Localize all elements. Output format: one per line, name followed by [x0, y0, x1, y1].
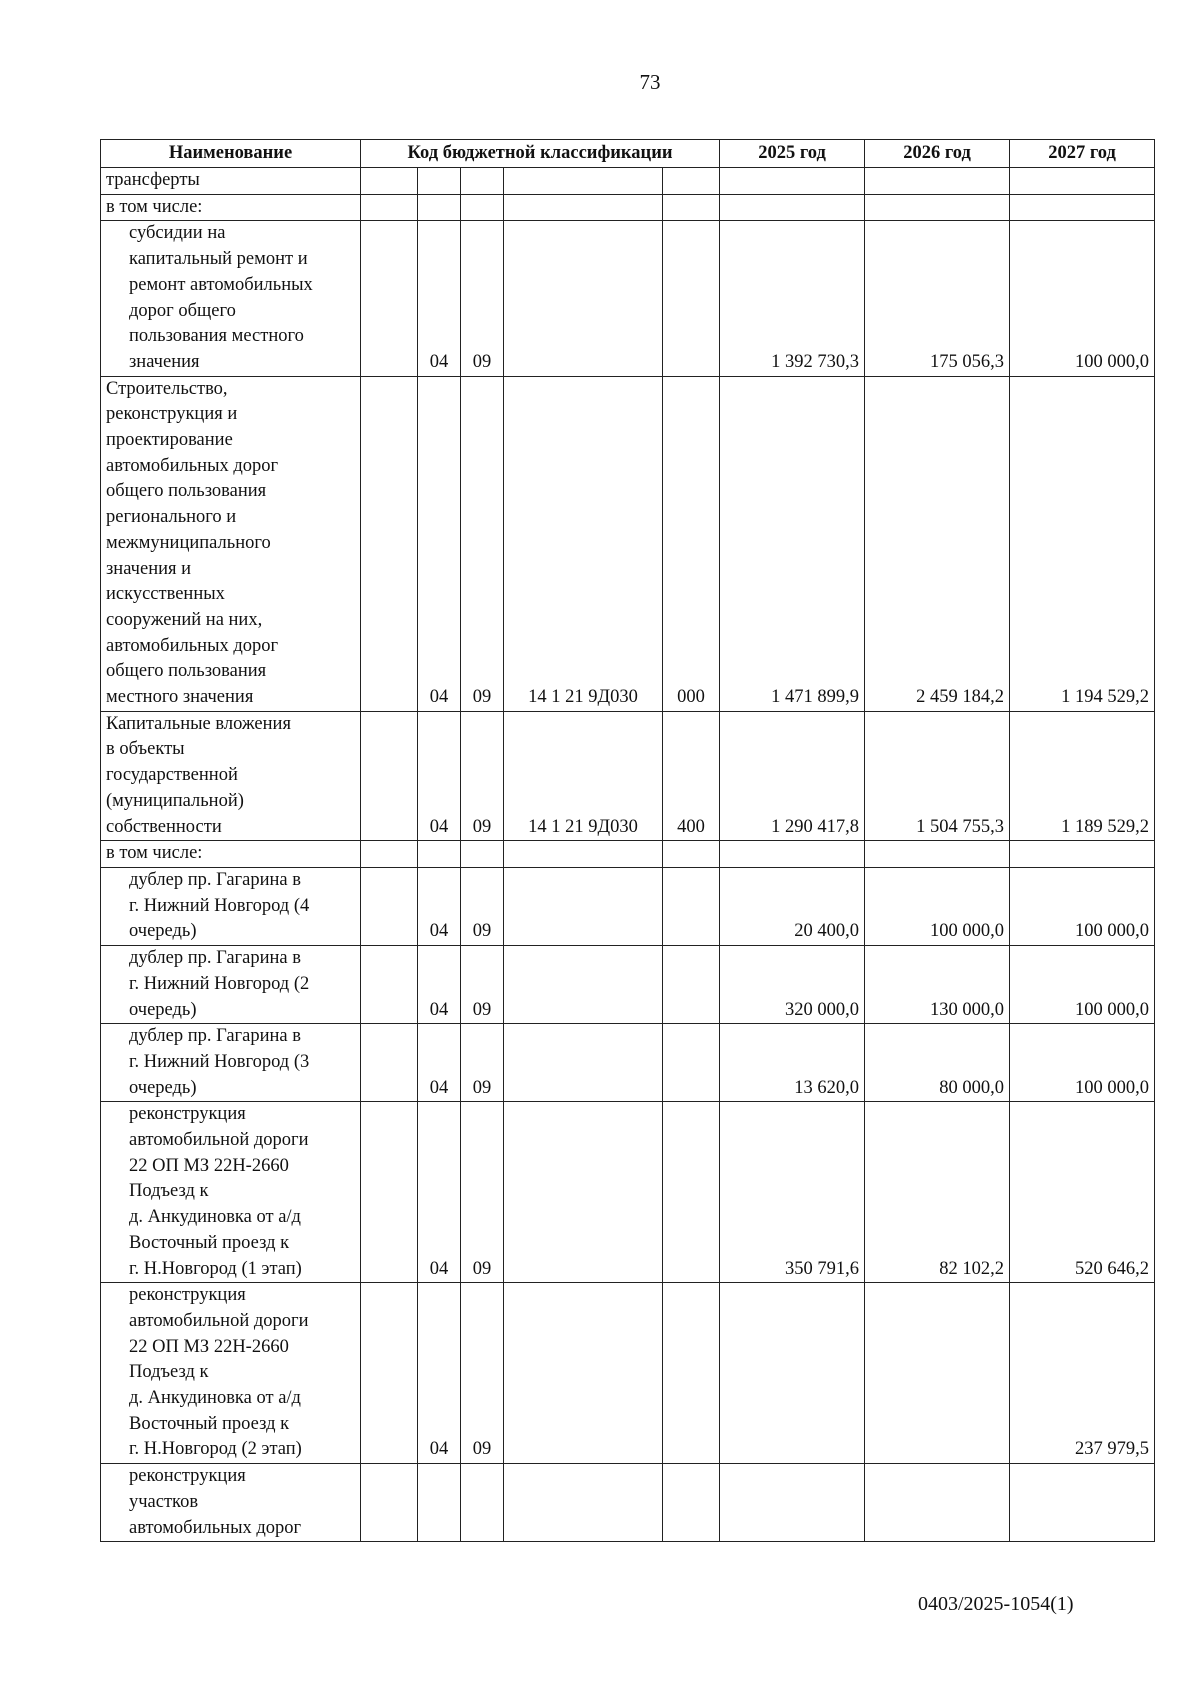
amount-2027: 100 000,0: [1010, 1024, 1155, 1102]
section-code: 04: [418, 1283, 461, 1464]
code-blank-cell: [361, 194, 418, 221]
row-name-line: реконструкция: [129, 1466, 246, 1487]
amount-2027: 100 000,0: [1010, 867, 1155, 945]
row-name-line: в объекты: [106, 739, 185, 760]
row-name-line: капитальный ремонт и: [129, 249, 308, 270]
target-article-code: [504, 1283, 663, 1464]
row-name-line: трансферты: [106, 170, 200, 190]
amount-2027: 1 194 529,2: [1010, 376, 1155, 711]
row-name-line: очередь): [129, 921, 197, 942]
row-name-line: в том числе:: [106, 843, 203, 864]
amount-2026: 1 504 755,3: [865, 711, 1010, 841]
code-blank-cell: [361, 946, 418, 1024]
subsection-code: 09: [461, 221, 504, 376]
subsection-code: 09: [461, 376, 504, 711]
expense-type-code: [663, 194, 720, 221]
row-name-line: общего пользования: [106, 661, 267, 682]
row-name-line: г. Н.Новгород (1 этап): [129, 1258, 302, 1279]
row-name: [101, 867, 361, 945]
amount-2026: 100 000,0: [865, 867, 1010, 945]
target-article-code: [504, 221, 663, 376]
amount-2026: [865, 1283, 1010, 1464]
subsection-code: 09: [461, 711, 504, 841]
target-article-code: [504, 194, 663, 221]
amount-2025: 1 471 899,9: [720, 376, 865, 711]
table-row: [101, 946, 1155, 1024]
row-name-line: дорог общего: [129, 300, 236, 321]
table-row: [101, 194, 1155, 221]
budget-table: [100, 139, 1155, 1542]
code-blank-cell: [361, 711, 418, 841]
row-name-line: реконструкция: [129, 1104, 246, 1125]
row-name-line: автомобильных дорог: [129, 1517, 302, 1538]
amount-2027: 100 000,0: [1010, 221, 1155, 376]
table-header-row: [101, 140, 1155, 168]
code-blank-cell: [361, 376, 418, 711]
amount-2027: [1010, 168, 1155, 195]
row-name-line: дублер пр. Гагарина в: [129, 869, 301, 890]
amount-2026: [865, 194, 1010, 221]
subsection-code: [461, 1464, 504, 1542]
code-blank-cell: [361, 221, 418, 376]
row-name-line: Строительство,: [106, 378, 228, 399]
row-name-line: г. Нижний Новгород (4: [129, 895, 310, 916]
row-name-line: регионального и: [106, 507, 237, 528]
target-article-code: [504, 841, 663, 868]
row-name-line: Восточный проезд к: [129, 1413, 290, 1434]
code-blank-cell: [361, 1024, 418, 1102]
amount-2025: [720, 1283, 865, 1464]
row-name: [101, 1283, 361, 1464]
row-name-line: значения: [129, 351, 200, 372]
header-name: Наименование: [101, 140, 361, 168]
table-row: [101, 1464, 1155, 1542]
code-blank-cell: [361, 1102, 418, 1283]
expense-type-code: [663, 946, 720, 1024]
expense-type-code: [663, 1464, 720, 1542]
subsection-code: [461, 194, 504, 221]
target-article-code: [504, 867, 663, 945]
amount-2026: 80 000,0: [865, 1024, 1010, 1102]
row-name-line: субсидии на: [129, 223, 226, 244]
code-blank-cell: [361, 867, 418, 945]
row-name-line: дублер пр. Гагарина в: [129, 1026, 301, 1047]
table-body: [101, 168, 1155, 1542]
amount-2027: [1010, 194, 1155, 221]
row-name-line: автомобильных дорог: [106, 455, 279, 476]
row-name: [101, 1464, 361, 1542]
amount-2025: [720, 841, 865, 868]
table-row: [101, 1024, 1155, 1102]
amount-2025: 1 392 730,3: [720, 221, 865, 376]
table-row: [101, 841, 1155, 868]
expense-type-code: 000: [663, 376, 720, 711]
amount-2026: [865, 1464, 1010, 1542]
table-row: [101, 1102, 1155, 1283]
expense-type-code: [663, 1102, 720, 1283]
row-name: [101, 376, 361, 711]
row-name-line: автомобильной дороги: [129, 1310, 309, 1331]
row-name: [101, 841, 361, 868]
row-name-line: значения и: [106, 558, 192, 579]
amount-2025: 13 620,0: [720, 1024, 865, 1102]
header-2027: 2027 год: [1010, 140, 1155, 168]
row-name-line: д. Анкудиновка от а/д: [129, 1388, 301, 1409]
section-code: 04: [418, 946, 461, 1024]
section-code: [418, 1464, 461, 1542]
target-article-code: [504, 1102, 663, 1283]
subsection-code: [461, 168, 504, 195]
row-name: [101, 221, 361, 376]
section-code: 04: [418, 867, 461, 945]
row-name-line: искусственных: [106, 584, 225, 605]
section-code: 04: [418, 1024, 461, 1102]
table-row: [101, 1283, 1155, 1464]
row-name-line: в том числе:: [106, 196, 203, 217]
code-blank-cell: [361, 1283, 418, 1464]
amount-2027: [1010, 1464, 1155, 1542]
row-name-line: проектирование: [106, 430, 233, 451]
row-name: [101, 1024, 361, 1102]
amount-2025: 1 290 417,8: [720, 711, 865, 841]
row-name-line: очередь): [129, 999, 197, 1020]
amount-2026: [865, 841, 1010, 868]
row-name-line: местного значения: [106, 687, 254, 708]
code-blank-cell: [361, 1464, 418, 1542]
header-2025: 2025 год: [720, 140, 865, 168]
amount-2026: 82 102,2: [865, 1102, 1010, 1283]
expense-type-code: [663, 841, 720, 868]
row-name-line: общего пользования: [106, 481, 267, 502]
row-name: [101, 194, 361, 221]
section-code: [418, 168, 461, 195]
row-name: [101, 168, 361, 195]
subsection-code: 09: [461, 1024, 504, 1102]
target-article-code: [504, 1464, 663, 1542]
row-name-line: участков: [129, 1491, 199, 1512]
section-code: 04: [418, 376, 461, 711]
subsection-code: 09: [461, 1102, 504, 1283]
row-name-line: сооружений на них,: [106, 609, 263, 630]
amount-2027: 520 646,2: [1010, 1102, 1155, 1283]
subsection-code: 09: [461, 867, 504, 945]
row-name-line: собственности: [106, 816, 222, 837]
row-name-line: реконструкция: [129, 1285, 246, 1306]
header-2026: 2026 год: [865, 140, 1010, 168]
code-blank-cell: [361, 841, 418, 868]
subsection-code: [461, 841, 504, 868]
row-name-line: дублер пр. Гагарина в: [129, 948, 301, 969]
section-code: 04: [418, 1102, 461, 1283]
row-name: [101, 711, 361, 841]
table-row: [101, 376, 1155, 711]
table-row: [101, 711, 1155, 841]
amount-2026: 130 000,0: [865, 946, 1010, 1024]
section-code: [418, 194, 461, 221]
row-name-line: Капитальные вложения: [106, 713, 291, 734]
row-name-line: г. Н.Новгород (2 этап): [129, 1439, 302, 1460]
row-name-line: ремонт автомобильных: [129, 274, 313, 295]
expense-type-code: 400: [663, 711, 720, 841]
target-article-code: 14 1 21 9Д030: [504, 376, 663, 711]
row-name-line: очередь): [129, 1077, 197, 1098]
expense-type-code: [663, 867, 720, 945]
amount-2027: [1010, 841, 1155, 868]
header-budget-code: Код бюджетной классификации: [361, 140, 720, 168]
row-name-line: 22 ОП МЗ 22Н-2660: [129, 1155, 289, 1176]
amount-2025: [720, 194, 865, 221]
row-name-line: пользования местного: [129, 326, 304, 347]
table-row: [101, 221, 1155, 376]
section-code: 04: [418, 711, 461, 841]
amount-2025: 350 791,6: [720, 1102, 865, 1283]
section-code: [418, 841, 461, 868]
target-article-code: [504, 168, 663, 195]
table-row: [101, 168, 1155, 195]
subsection-code: 09: [461, 1283, 504, 1464]
amount-2025: 320 000,0: [720, 946, 865, 1024]
amount-2026: 2 459 184,2: [865, 376, 1010, 711]
code-blank-cell: [361, 168, 418, 195]
row-name-line: д. Анкудиновка от а/д: [129, 1207, 301, 1228]
row-name-line: (муниципальной): [106, 790, 244, 811]
subsection-code: 09: [461, 946, 504, 1024]
row-name-line: г. Нижний Новгород (2: [129, 973, 310, 994]
document-code: 0403/2025-1054(1): [918, 1593, 1074, 1615]
expense-type-code: [663, 168, 720, 195]
section-code: 04: [418, 221, 461, 376]
row-name-line: 22 ОП МЗ 22Н-2660: [129, 1336, 289, 1357]
expense-type-code: [663, 221, 720, 376]
target-article-code: [504, 1024, 663, 1102]
amount-2025: [720, 168, 865, 195]
expense-type-code: [663, 1024, 720, 1102]
target-article-code: [504, 946, 663, 1024]
row-name-line: Восточный проезд к: [129, 1232, 290, 1253]
amount-2027: 100 000,0: [1010, 946, 1155, 1024]
row-name: [101, 946, 361, 1024]
amount-2025: [720, 1464, 865, 1542]
table-row: [101, 867, 1155, 945]
amount-2025: 20 400,0: [720, 867, 865, 945]
row-name-line: Подъезд к: [129, 1181, 209, 1202]
amount-2026: 175 056,3: [865, 221, 1010, 376]
expense-type-code: [663, 1283, 720, 1464]
amount-2027: 1 189 529,2: [1010, 711, 1155, 841]
row-name-line: Подъезд к: [129, 1362, 209, 1383]
row-name-line: реконструкция и: [106, 404, 238, 425]
row-name-line: г. Нижний Новгород (3: [129, 1051, 310, 1072]
row-name-line: автомобильных дорог: [106, 635, 279, 656]
target-article-code: 14 1 21 9Д030: [504, 711, 663, 841]
page-number: 73: [639, 70, 661, 94]
row-name: [101, 1102, 361, 1283]
amount-2027: 237 979,5: [1010, 1283, 1155, 1464]
amount-2026: [865, 168, 1010, 195]
row-name-line: автомобильной дороги: [129, 1130, 309, 1151]
row-name-line: межмуниципального: [106, 532, 271, 553]
row-name-line: государственной: [106, 765, 238, 786]
